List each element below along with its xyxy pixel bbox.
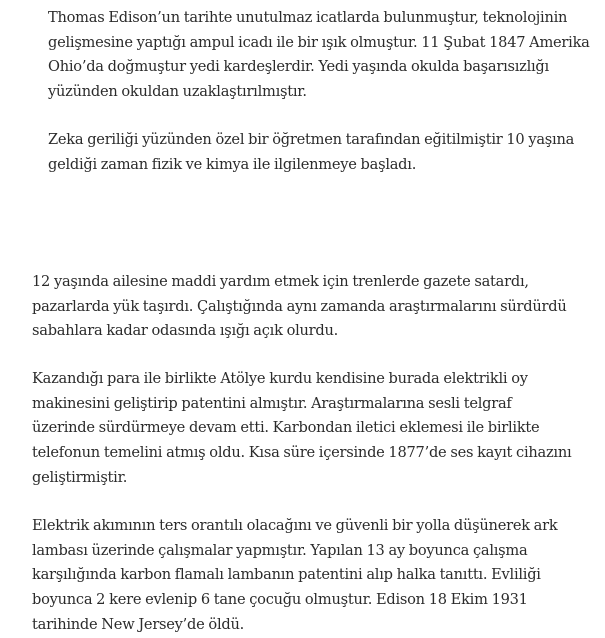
text-line: karşılığında karbon flamalı lambanın patentini alıp halka tanıttı. Evliliği — [32, 566, 541, 584]
text-line: Zeka geriliği yüzünden özel bir öğretmen tarafından eğitilmiştir 10 yaşına — [48, 131, 575, 148]
paragraph-2 — [48, 128, 574, 177]
text-line: telefonun temelini atmış oldu. Kısa süre içersinde 1877’de ses kayıt cihazını — [32, 444, 572, 462]
text-line: geldiği zaman fizik ve kimya ile ilgilenmeye başladı. — [48, 155, 417, 173]
paragraph-5 — [32, 514, 557, 638]
text-line: tarihinde New Jersey’de öldü. — [32, 615, 245, 633]
paragraph-1 — [48, 6, 590, 105]
text-line: Thomas Edison’un tarihte unutulmaz icatlarda bulunmuştur, teknolojinin — [48, 9, 568, 26]
text-line: Kazandığı para ile birlikte Atölye kurdu kendisine burada elektrikli oy — [32, 370, 528, 387]
text-line: makinesini geliştirip patentini almıştır. Araştırmalarına sesli telgraf — [32, 394, 512, 412]
text-line: geliştirmiştir. — [32, 468, 128, 486]
text-line: gelişmesine yaptığı ampul icadı ile bir ışık olmuştur. 11 Şubat 1847 Amerika — [48, 33, 590, 51]
text-line: Elektrik akımının ters orantılı olacağını ve güvenli bir yolla düşünerek ark — [32, 517, 558, 534]
text-line: sabahlara kadar odasında ışığı açık olurdu. — [32, 322, 339, 340]
text-line: üzerinde sürdürmeye devam etti. Karbondan iletici eklemesi ile birlikte — [32, 419, 540, 437]
text-line: yüzünden okuldan uzaklaştırılmıştır. — [48, 83, 307, 101]
text-line: Ohio’da doğmuştur yedi kardeşlerdir. Yedi yaşında okulda başarısızlığı — [48, 58, 549, 76]
paragraph-4 — [32, 367, 571, 491]
text-line: 12 yaşında ailesine maddi yardım etmek için trenlerde gazete satardı, — [32, 273, 529, 290]
paragraph-3 — [32, 270, 566, 344]
text-line: lambası üzerinde çalışmalar yapmıştır. Yapılan 13 ay boyunca çalışma — [32, 541, 528, 559]
text-line: pazarlarda yük taşırdı. Çalıştığında aynı zamanda araştırmalarını sürdürdü — [32, 297, 567, 315]
text-line: boyunca 2 kere evlenip 6 tane çocuğu olmuştur. Edison 18 Ekim 1931 — [32, 591, 528, 609]
